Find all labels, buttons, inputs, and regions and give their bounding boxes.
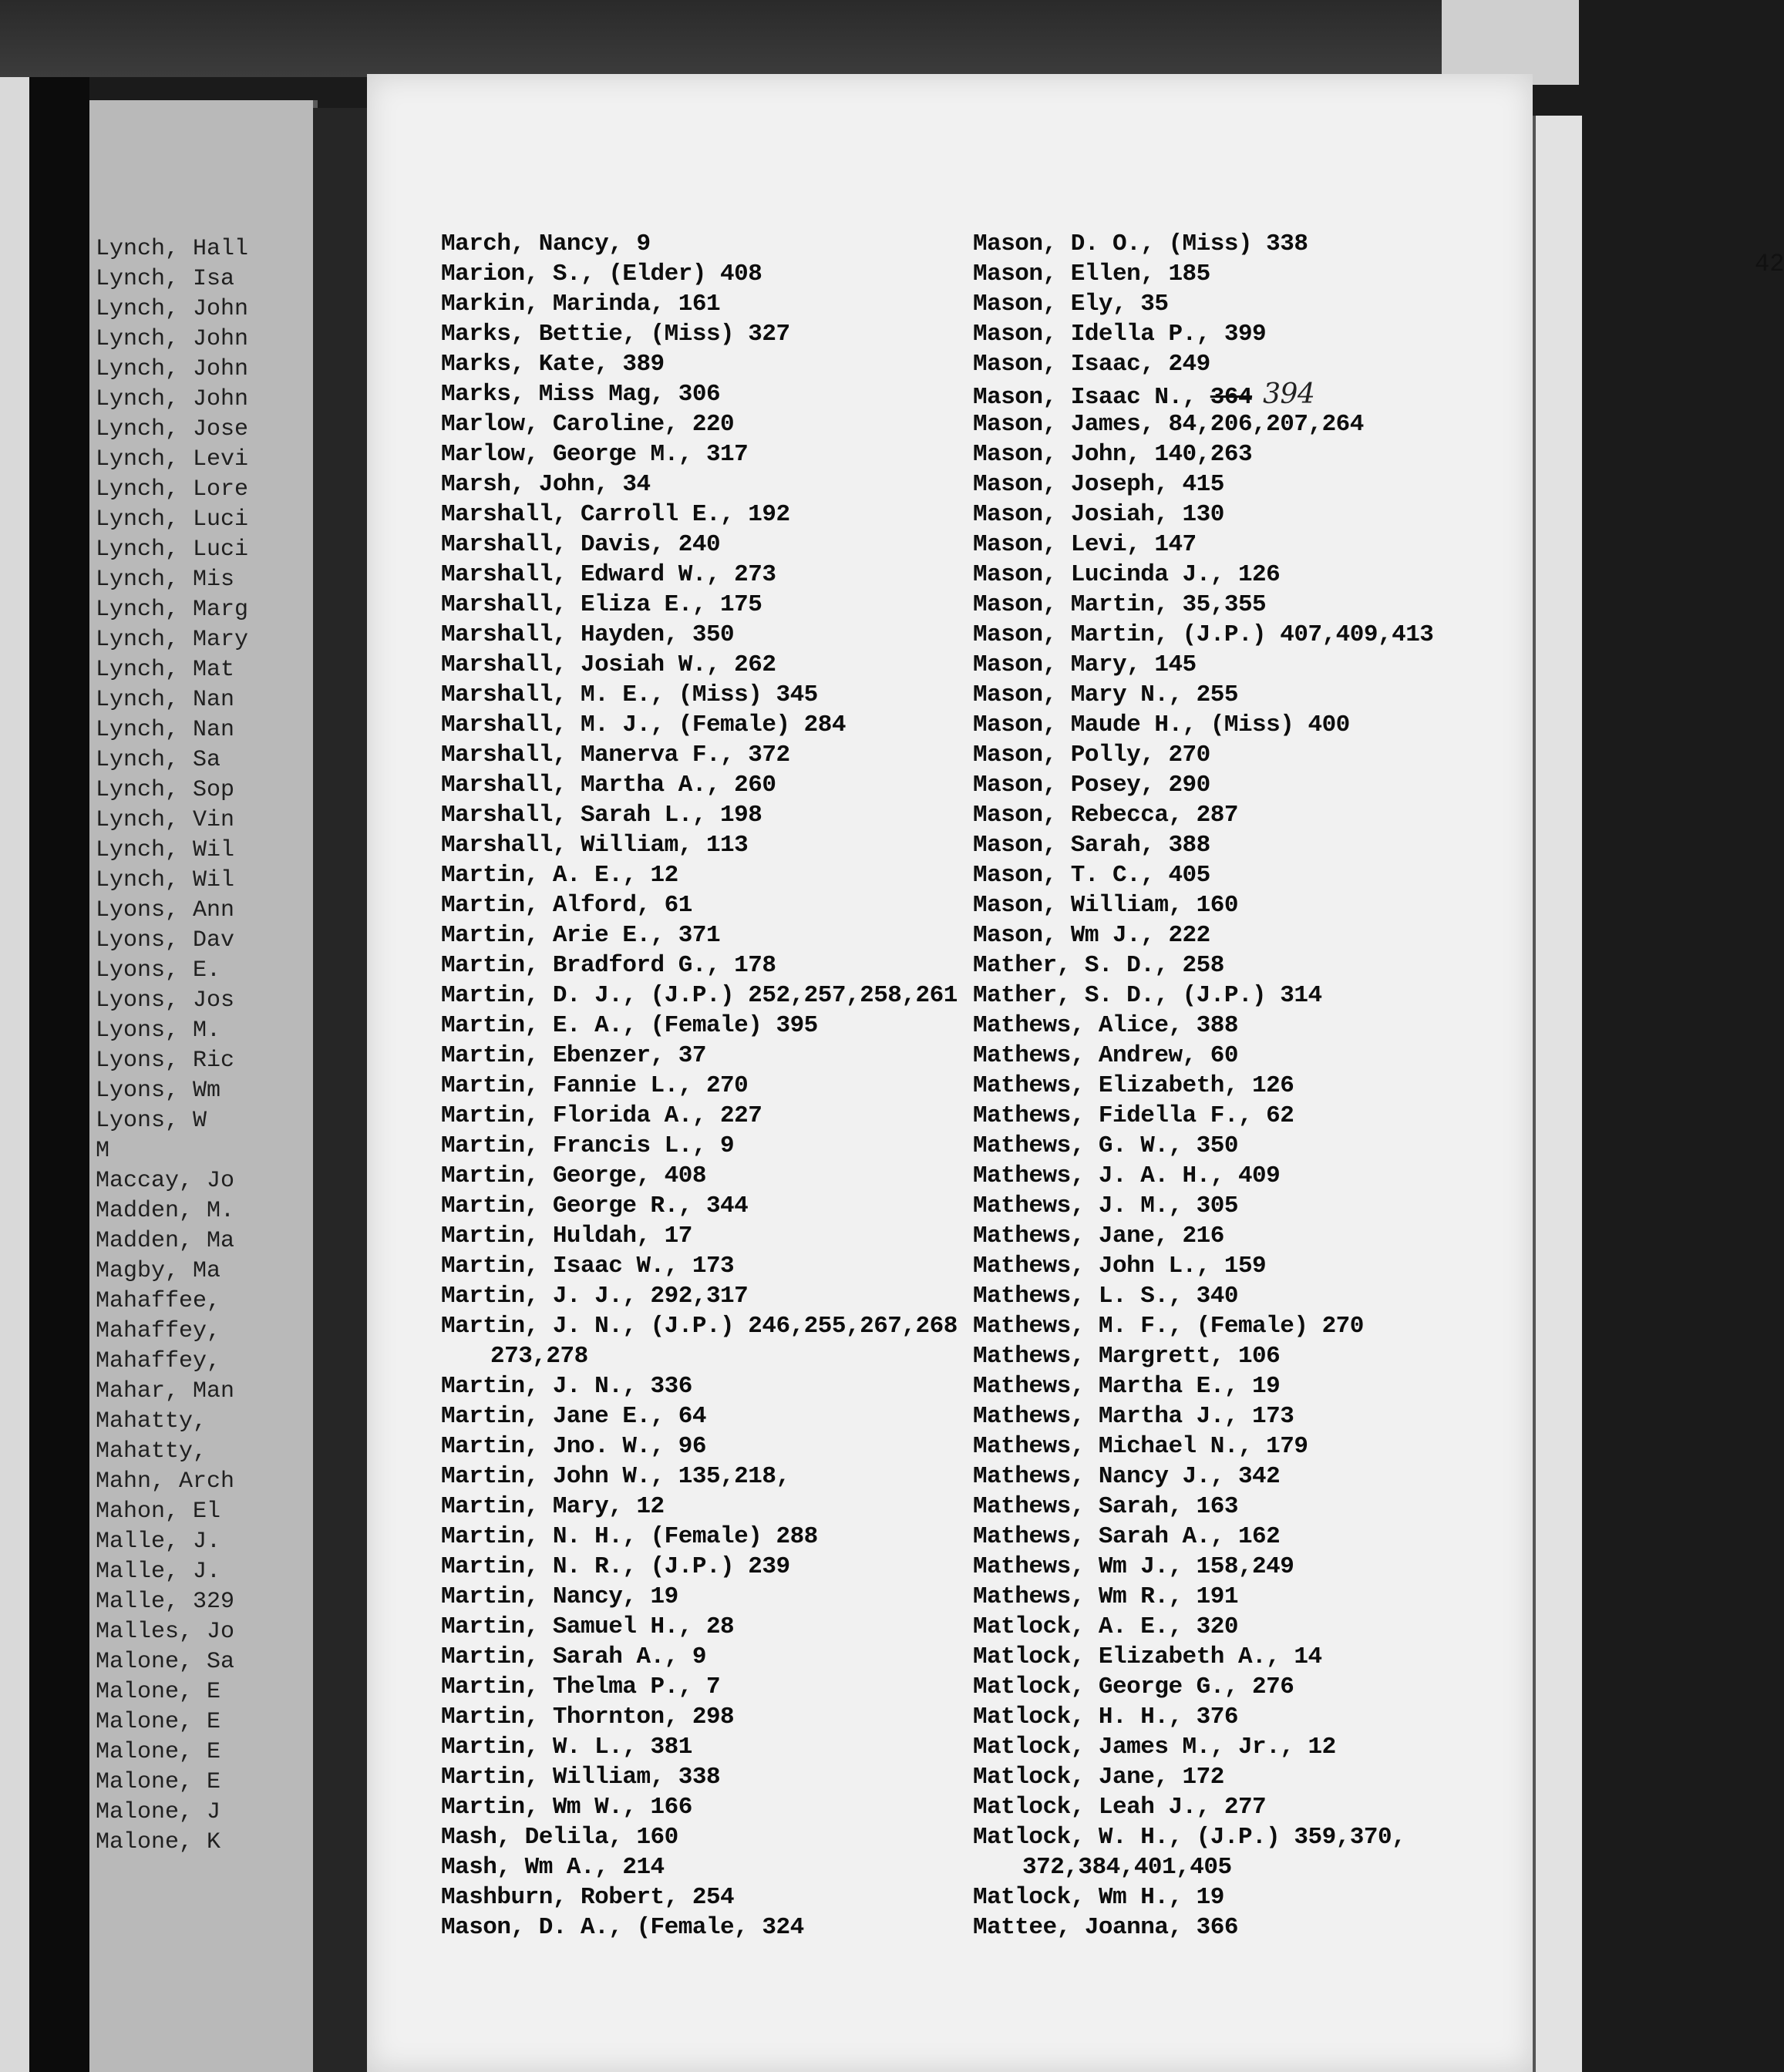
struck-page-number: 364 xyxy=(1210,384,1253,411)
entry-name: Mason, Isaac N., xyxy=(973,384,1210,411)
index-entry: Martin, Ebenzer, 37 xyxy=(441,1042,706,1069)
index-entry: Marks, Kate, 389 xyxy=(441,351,665,378)
previous-page-line: Lynch, John xyxy=(96,296,249,322)
index-entry: Martin, Samuel H., 28 xyxy=(441,1613,735,1640)
page-edge xyxy=(1533,116,1582,2072)
index-entry: Mathews, John L., 159 xyxy=(973,1253,1267,1280)
previous-page-line: Malone, E xyxy=(96,1739,221,1765)
previous-page-line: Mahn, Arch xyxy=(96,1468,235,1495)
index-entry: Marshall, Hayden, 350 xyxy=(441,621,735,648)
index-entry: Mattee, Joanna, 366 xyxy=(973,1914,1238,1941)
index-entry: Mathews, Fidella F., 62 xyxy=(973,1102,1294,1129)
previous-page-line: Lyons, M. xyxy=(96,1018,221,1044)
previous-page-line: Malle, J. xyxy=(96,1559,221,1585)
index-entry: Martin, Fannie L., 270 xyxy=(441,1072,749,1099)
index-entry: Martin, J. N., (J.P.) 246,255,267,268 xyxy=(441,1313,958,1340)
previous-page-line: Mahaffey, xyxy=(96,1348,221,1374)
index-entry: Martin, Sarah A., 9 xyxy=(441,1643,706,1670)
index-entry: Mason, Lucinda J., 126 xyxy=(973,561,1281,588)
index-entry: Marshall, Sarah L., 198 xyxy=(441,802,762,829)
previous-page-line: Lynch, Hall xyxy=(96,236,249,262)
index-entry: Mason, Posey, 290 xyxy=(973,772,1210,799)
index-entry: Martin, Alford, 61 xyxy=(441,892,692,919)
index-entry: Mathews, Martha J., 173 xyxy=(973,1403,1294,1430)
previous-page-line: Mahar, Man xyxy=(96,1378,235,1404)
index-entry: Mason, D. O., (Miss) 338 xyxy=(973,230,1308,257)
index-entry: Mason, Sarah, 388 xyxy=(973,832,1210,859)
index-entry: Mason, D. A., (Female, 324 xyxy=(441,1914,804,1941)
index-entry: Martin, George R., 344 xyxy=(441,1192,749,1219)
previous-page-line: Lynch, Nan xyxy=(96,717,235,743)
index-entry: Marshall, Josiah W., 262 xyxy=(441,651,776,678)
index-entry: Martin, D. J., (J.P.) 252,257,258,261 xyxy=(441,982,958,1009)
index-entry: Mathews, Elizabeth, 126 xyxy=(973,1072,1294,1099)
index-entry: Mason, Josiah, 130 xyxy=(973,501,1224,528)
previous-page-line: Madden, Ma xyxy=(96,1228,235,1254)
index-entry: Mason, James, 84,206,207,264 xyxy=(973,411,1364,438)
index-entry: Martin, W. L., 381 xyxy=(441,1734,692,1761)
handwritten-correction: 394 xyxy=(1263,378,1315,410)
index-entry: Martin, N. R., (J.P.) 239 xyxy=(441,1553,790,1580)
previous-page-line: Lyons, W xyxy=(96,1108,207,1134)
index-entry: Marshall, Davis, 240 xyxy=(441,531,721,558)
index-entry: Mathews, Margrett, 106 xyxy=(973,1343,1281,1370)
index-entry: Marks, Miss Mag, 306 xyxy=(441,381,721,408)
index-entry: Martin, N. H., (Female) 288 xyxy=(441,1523,818,1550)
index-entry: Matlock, Jane, 172 xyxy=(973,1764,1224,1791)
index-entry: Mathews, J. M., 305 xyxy=(973,1192,1238,1219)
previous-page-line: Malone, E xyxy=(96,1679,221,1705)
previous-page-line: Malone, J xyxy=(96,1799,221,1825)
index-entry: Martin, William, 338 xyxy=(441,1764,721,1791)
index-entry xyxy=(973,380,1314,409)
book-spine xyxy=(29,77,89,2072)
index-entry: Mason, Martin, (J.P.) 407,409,413 xyxy=(973,621,1434,648)
index-entry: Martin, A. E., 12 xyxy=(441,862,678,889)
index-entry: 372,384,401,405 xyxy=(1022,1854,1232,1881)
previous-page-line: Magby, Ma xyxy=(96,1258,221,1284)
previous-page-line: Lyons, Wm xyxy=(96,1078,221,1104)
index-entry: Martin, George, 408 xyxy=(441,1162,706,1189)
index-entry: Mathews, G. W., 350 xyxy=(973,1132,1238,1159)
index-entry: Mather, S. D., 258 xyxy=(973,952,1224,979)
index-entry: Mason, Isaac, 249 xyxy=(973,351,1210,378)
index-entry: Matlock, Wm H., 19 xyxy=(973,1884,1224,1911)
index-entry: Mathews, Andrew, 60 xyxy=(973,1042,1238,1069)
index-entry: Mathews, Sarah A., 162 xyxy=(973,1523,1281,1550)
index-entry: Mathews, Michael N., 179 xyxy=(973,1433,1308,1460)
index-entry: Martin, Francis L., 9 xyxy=(441,1132,735,1159)
index-entry: Mason, Martin, 35,355 xyxy=(973,591,1267,618)
previous-page-line: Lyons, Dav xyxy=(96,927,235,954)
index-entry: Mason, Levi, 147 xyxy=(973,531,1197,558)
index-entry: Martin, Mary, 12 xyxy=(441,1493,665,1520)
index-entry: Martin, Isaac W., 173 xyxy=(441,1253,735,1280)
previous-page-line: Lynch, Wil xyxy=(96,867,235,893)
index-entry: Marks, Bettie, (Miss) 327 xyxy=(441,321,790,348)
page-number: 42 xyxy=(1755,250,1784,278)
index-entry: Mathews, Nancy J., 342 xyxy=(973,1463,1281,1490)
index-entry: Marshall, M. E., (Miss) 345 xyxy=(441,681,818,708)
previous-page-line: Malone, E xyxy=(96,1769,221,1795)
previous-page-line: Lynch, John xyxy=(96,356,249,382)
previous-page-line: Malles, Jo xyxy=(96,1619,235,1645)
index-entry: Martin, J. J., 292,317 xyxy=(441,1283,749,1310)
previous-page-line: Lynch, Lore xyxy=(96,476,249,503)
previous-page-line: Lyons, E. xyxy=(96,957,221,984)
index-entry: Matlock, Elizabeth A., 14 xyxy=(973,1643,1322,1670)
index-entry: Mathews, Alice, 388 xyxy=(973,1012,1238,1039)
previous-page-line: Lynch, Sa xyxy=(96,747,221,773)
index-entry: Matlock, A. E., 320 xyxy=(973,1613,1238,1640)
index-entry: Mason, William, 160 xyxy=(973,892,1238,919)
index-entry: Martin, John W., 135,218, xyxy=(441,1463,790,1490)
previous-page-line: Lynch, Mis xyxy=(96,567,235,593)
previous-page-line: Lynch, Nan xyxy=(96,687,235,713)
previous-page-line: Lynch, Luci xyxy=(96,536,249,563)
index-entry: Marshall, William, 113 xyxy=(441,832,749,859)
index-entry: Mason, T. C., 405 xyxy=(973,862,1210,889)
index-entry: Martin, Nancy, 19 xyxy=(441,1583,678,1610)
previous-page-line: Madden, M. xyxy=(96,1198,235,1224)
previous-page-line: Lynch, Jose xyxy=(96,416,249,442)
index-entry: Martin, E. A., (Female) 395 xyxy=(441,1012,818,1039)
index-entry: Mathews, Wm R., 191 xyxy=(973,1583,1238,1610)
index-entry: Mason, Rebecca, 287 xyxy=(973,802,1238,829)
previous-page-line: Lynch, Luci xyxy=(96,506,249,533)
previous-page-line: Lyons, Ric xyxy=(96,1048,235,1074)
previous-page-line: Malone, K xyxy=(96,1829,221,1855)
index-entry: Mash, Wm A., 214 xyxy=(441,1854,665,1881)
index-entry: Martin, Florida A., 227 xyxy=(441,1102,762,1129)
index-entry: Martin, Arie E., 371 xyxy=(441,922,721,949)
index-entry: Mason, Ellen, 185 xyxy=(973,261,1210,288)
index-entry: Mason, Wm J., 222 xyxy=(973,922,1210,949)
index-entry: Marlow, George M., 317 xyxy=(441,441,749,468)
index-entry: Marshall, M. J., (Female) 284 xyxy=(441,711,846,738)
index-entry: Mather, S. D., (J.P.) 314 xyxy=(973,982,1322,1009)
previous-page-line: Lynch, John xyxy=(96,386,249,412)
previous-page-line: Malle, J. xyxy=(96,1529,221,1555)
left-edge-strip xyxy=(0,77,29,2072)
top-right-light-patch xyxy=(1442,0,1579,85)
index-entry: Mason, Mary N., 255 xyxy=(973,681,1238,708)
index-entry: Martin, Jno. W., 96 xyxy=(441,1433,706,1460)
index-entry: Mathews, Wm J., 158,249 xyxy=(973,1553,1294,1580)
previous-page-line: Mahaffey, xyxy=(96,1318,221,1344)
index-entry: Markin, Marinda, 161 xyxy=(441,291,721,318)
index-entry: Martin, Huldah, 17 xyxy=(441,1223,692,1250)
index-entry: Matlock, H. H., 376 xyxy=(973,1704,1238,1731)
previous-page-line: Malone, E xyxy=(96,1709,221,1735)
page-gutter xyxy=(313,108,367,2072)
index-entry: Marshall, Carroll E., 192 xyxy=(441,501,790,528)
previous-page-line: Malone, Sa xyxy=(96,1649,235,1675)
index-entry: Mason, Joseph, 415 xyxy=(973,471,1224,498)
index-entry: Marshall, Eliza E., 175 xyxy=(441,591,762,618)
index-entry: Mathews, Martha E., 19 xyxy=(973,1373,1281,1400)
previous-page-line: Lynch, Levi xyxy=(96,446,249,473)
previous-page-line: Lynch, Sop xyxy=(96,777,235,803)
previous-page-line: Lynch, Marg xyxy=(96,597,249,623)
index-entry: Mash, Delila, 160 xyxy=(441,1824,678,1851)
previous-page-line: Mahatty, xyxy=(96,1408,207,1435)
index-entry: Matlock, George G., 276 xyxy=(973,1673,1294,1700)
index-entry: Martin, Thornton, 298 xyxy=(441,1704,735,1731)
top-dark-band xyxy=(0,0,1579,77)
previous-page-line: Lynch, Mary xyxy=(96,627,249,653)
index-entry: Marlow, Caroline, 220 xyxy=(441,411,735,438)
previous-page-line: Maccay, Jo xyxy=(96,1168,235,1194)
index-entry: Martin, Jane E., 64 xyxy=(441,1403,706,1430)
index-entry: Marsh, John, 34 xyxy=(441,471,651,498)
index-entry: Marion, S., (Elder) 408 xyxy=(441,261,762,288)
index-entry: Matlock, Leah J., 277 xyxy=(973,1794,1267,1821)
previous-page-fragment xyxy=(89,100,318,2072)
index-entry: Mathews, Sarah, 163 xyxy=(973,1493,1238,1520)
index-entry: Martin, Wm W., 166 xyxy=(441,1794,692,1821)
previous-page-line: M xyxy=(96,1138,110,1164)
previous-page-line: Lynch, John xyxy=(96,326,249,352)
index-entry: Martin, J. N., 336 xyxy=(441,1373,692,1400)
index-entry: Mason, Ely, 35 xyxy=(973,291,1169,318)
previous-page-line: Lynch, Vin xyxy=(96,807,235,833)
index-entry: Marshall, Manerva F., 372 xyxy=(441,742,790,769)
previous-page-line: Lyons, Jos xyxy=(96,987,235,1014)
index-entry: Martin, Thelma P., 7 xyxy=(441,1673,721,1700)
index-entry: Mashburn, Robert, 254 xyxy=(441,1884,735,1911)
previous-page-line: Lynch, Wil xyxy=(96,837,235,863)
index-entry: Mathews, L. S., 340 xyxy=(973,1283,1238,1310)
index-entry: Marshall, Edward W., 273 xyxy=(441,561,776,588)
previous-page-line: Lynch, Mat xyxy=(96,657,235,683)
index-entry: Mason, Maude H., (Miss) 400 xyxy=(973,711,1350,738)
previous-page-line: Lynch, Isa xyxy=(96,266,235,292)
previous-page-line: Mahaffee, xyxy=(96,1288,221,1314)
index-entry: Mathews, J. A. H., 409 xyxy=(973,1162,1281,1189)
index-entry: Mason, John, 140,263 xyxy=(973,441,1253,468)
previous-page-line: Lyons, Ann xyxy=(96,897,235,923)
previous-page-line: Mahon, El xyxy=(96,1498,221,1525)
index-entry: March, Nancy, 9 xyxy=(441,230,651,257)
index-entry: Mason, Idella P., 399 xyxy=(973,321,1267,348)
index-entry: Mathews, Jane, 216 xyxy=(973,1223,1224,1250)
index-entry: Mason, Mary, 145 xyxy=(973,651,1197,678)
index-entry: Martin, Bradford G., 178 xyxy=(441,952,776,979)
index-entry: Matlock, W. H., (J.P.) 359,370, xyxy=(973,1824,1406,1851)
index-entry: Mathews, M. F., (Female) 270 xyxy=(973,1313,1364,1340)
index-entry: 273,278 xyxy=(490,1343,588,1370)
previous-page-line: Mahatty, xyxy=(96,1438,207,1465)
previous-page-line: Malle, 329 xyxy=(96,1589,235,1615)
index-entry: Matlock, James M., Jr., 12 xyxy=(973,1734,1336,1761)
index-entry: Mason, Polly, 270 xyxy=(973,742,1210,769)
index-entry: Marshall, Martha A., 260 xyxy=(441,772,776,799)
